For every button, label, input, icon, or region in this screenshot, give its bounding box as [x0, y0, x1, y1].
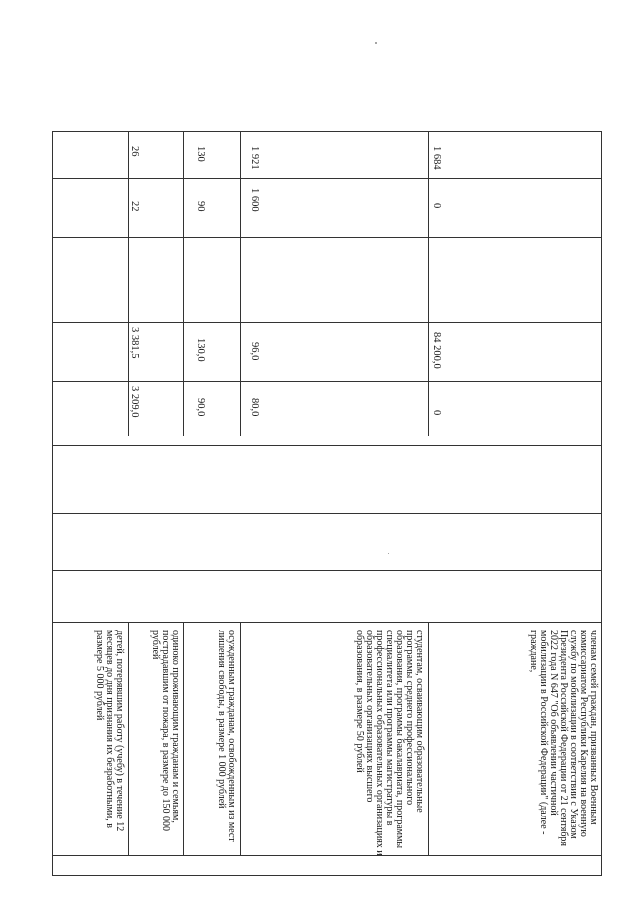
row-divider: [428, 622, 429, 855]
description-text: детей, потерявшим работу (учебу) в течение 12 месяцев до дня признания их безработными, в размере 5 000 рублей: [94, 630, 125, 832]
grid-line: [52, 237, 602, 238]
grid-line: [52, 445, 602, 446]
row-divider: [183, 622, 184, 855]
value-col2: 3 381,5: [129, 327, 140, 359]
value-col1: 90,0: [195, 398, 206, 417]
value-col4: 1 600: [249, 188, 260, 212]
row-divider: [428, 131, 429, 436]
grid-line: [52, 570, 602, 571]
description-text: осужденным гражданам, освобожденным из мест лишения свободы, в размере 1 000 рублей: [216, 630, 237, 842]
value-col1: 3 209,0: [129, 386, 140, 418]
grid-line: [52, 322, 602, 323]
value-col4: 90: [195, 201, 206, 212]
grid-line: [52, 513, 602, 514]
value-col5: 1 921: [249, 146, 260, 170]
value-col2: 130,0: [195, 338, 206, 362]
row-divider: [240, 622, 241, 855]
row-divider: [183, 131, 184, 436]
row-divider: [240, 131, 241, 436]
grid-line: [52, 622, 602, 623]
value-col4: 22: [129, 201, 140, 212]
value-col1: 0: [431, 410, 442, 416]
scan-speck: [388, 553, 389, 554]
value-col2: 96,0: [249, 342, 260, 361]
table-frame: [52, 131, 602, 876]
value-col5: 130: [195, 146, 206, 162]
value-col1: 80,0: [249, 398, 260, 417]
grid-line: [52, 178, 602, 179]
row-divider: [128, 622, 129, 855]
value-col4: 0: [431, 203, 442, 209]
description-text: одиноко проживающим гражданам и семьям, пострадавшим от пожара, в размере до 150 000 рублей: [150, 630, 181, 831]
value-col2: 84 200,0: [431, 332, 442, 369]
grid-line: [52, 855, 602, 856]
value-col5: 26: [129, 146, 140, 157]
scan-speck: [375, 42, 377, 44]
description-text: студентам, осваивающим образовательные программы среднего профессионального образования, программы бакалавриата, программы специалитета или программы магистратуры в профессиональных образовательных организациях и образовательных организациях высшего образования, в размере 50 рублей: [354, 630, 425, 856]
description-text: членам семей граждан, призванных Военным комиссариатом Республики Карелия на военную службу по мобилизации в соответствии с Указом Президента Российской Федерации от 21 сентября 2022 года N 647 "Об объявлении частичной мобилизации в Российской Федерации" (далее - граждане,: [528, 630, 599, 847]
value-col5: 1 684: [431, 146, 442, 170]
grid-line: [52, 381, 602, 382]
